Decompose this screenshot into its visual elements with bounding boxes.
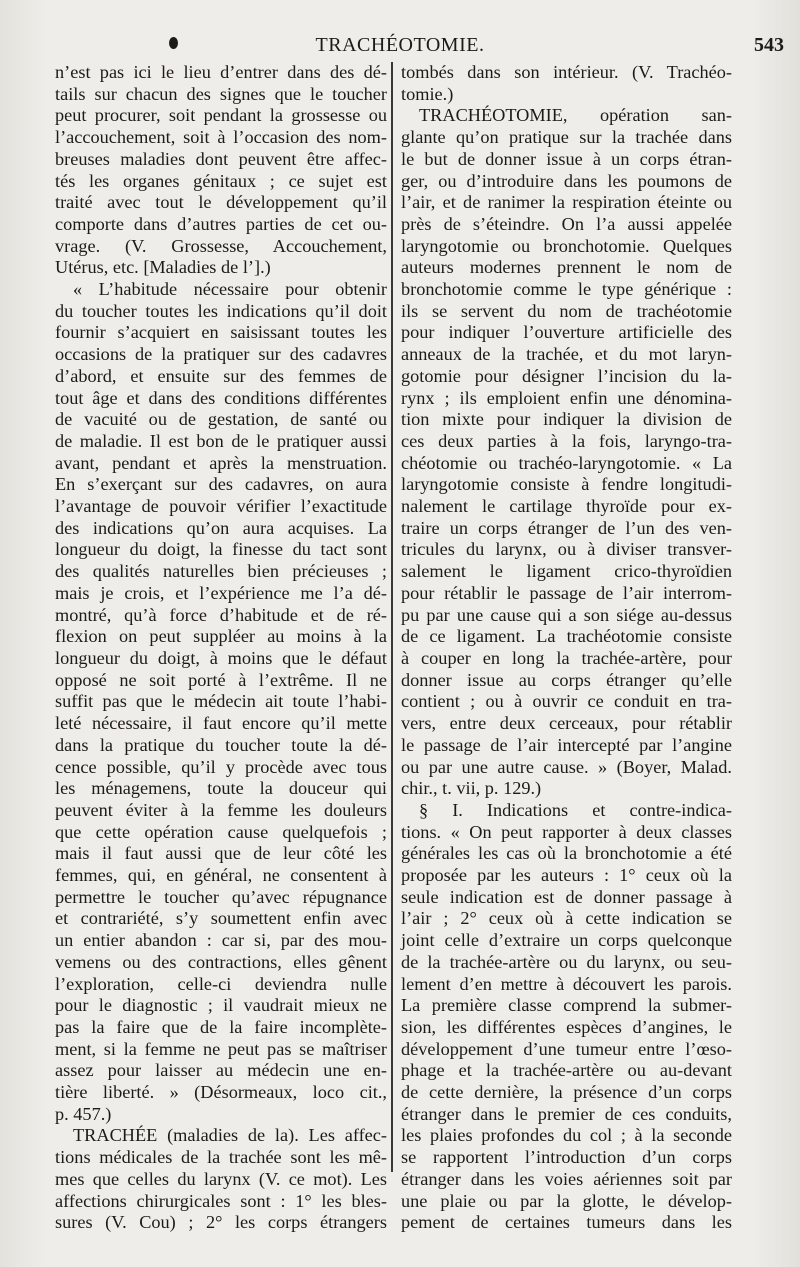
text-line: l’accouchement, soit à l’occasion des nom- (55, 127, 387, 148)
text-line: auteurs modernes prennent le nom de (401, 257, 732, 278)
text-line: gotomie pour désigner l’incision du la- (401, 365, 732, 386)
text-line: Utérus, etc. [Maladies de l’].) (55, 257, 271, 278)
text-line: le passage de l’air intercepté par l’angine (401, 734, 732, 755)
text-line: assez pour laisser au médecin une en- (55, 1060, 387, 1081)
text-line: tés les organes génitaux ; ce sujet est (55, 170, 387, 191)
text-line: n’est pas ici le lieu d’entrer dans des dé- (55, 62, 387, 82)
text-line: étranger dans les voies aériennes soit par (401, 1168, 732, 1189)
text-line: joint celle d’extraire un corps quelconque (401, 930, 732, 951)
text-line: vemens ou des contractions, elles gênent (55, 951, 387, 972)
text-line: des indications qu’on aura acquises. La (55, 517, 387, 538)
text-line: rynx ; ils emploient enfin une dénomina- (401, 387, 732, 408)
text-line: étranger dans le premier de ces conduits, (401, 1103, 732, 1124)
text-line: mais il faut aussi que de leur côté les (55, 843, 387, 864)
text-line: des qualités naturelles bien précieuses ; (55, 561, 387, 582)
text-line: TRACHÉE (maladies de la). Les affec- (73, 1125, 387, 1146)
text-line: glante qu’on pratique sur la trachée dans (401, 127, 732, 148)
text-line: l’exploration, celle-ci deviendra nulle (55, 973, 387, 994)
text-line: permettre le toucher qu’avec répugnance (55, 886, 387, 907)
page-number: 543 (754, 34, 784, 56)
text-line: tion mixte pour indiquer la division de (401, 409, 732, 430)
text-line: du toucher toutes les indications qu’il doit (55, 300, 387, 321)
text-line: chir., t. vii, p. 129.) (401, 778, 542, 799)
text-line: l’air, et de ranimer la respiration éteinte ou (401, 192, 732, 213)
text-line: cence possible, qu’il y procède avec tous (55, 756, 387, 777)
text-line: montré, qu’à force d’habitude et de ré- (55, 604, 387, 625)
text-line: p. 457.) (55, 1103, 112, 1124)
text-line: contient ; ou à ouvrir ce conduit en tra- (401, 691, 732, 712)
text-line: ces deux parties à la fois, laryngo-tra- (401, 430, 732, 451)
text-line: sion, les différentes espèces d’angines, le (401, 1016, 732, 1037)
text-line: nalement le cartilage thyroïde pour ex- (401, 496, 732, 517)
text-line: longueur du doigt, à moins que le défaut (55, 647, 387, 668)
text-line: femmes, qui, en général, ne consentent à (55, 865, 387, 886)
text-line: lement d’en mettre à découvert les parois. (401, 973, 732, 994)
text-line: occasions de la pratiquer sur des cadavres (55, 344, 387, 365)
text-line: tombés dans son intérieur. (V. Trachéo- (401, 62, 732, 82)
text-line: En s’exerçant sur des cadavres, on aura (55, 474, 387, 495)
text-line: tomie.) (401, 83, 454, 104)
text-line: ils se servent du nom de trachéotomie (401, 300, 732, 321)
text-line: de la trachée-artère ou du larynx, ou seu- (401, 951, 732, 972)
column-rule (391, 62, 393, 1172)
text-line: de cette dernière, la présence d’un corps (401, 1082, 732, 1103)
text-line: flexion on peut suppléer au moins à la (55, 626, 387, 647)
text-line: dans la pratique du toucher toute la dé- (55, 734, 387, 755)
text-line: bronchotomie comme le type générique : (401, 279, 732, 300)
text-line: seule indication est de donner passage à (401, 886, 732, 907)
text-line: de ce ligament. La trachéotomie consiste (401, 626, 732, 647)
text-line: traité avec tout le développement qu’il (55, 192, 387, 213)
text-line: proposée par les auteurs : 1° ceux où la (401, 865, 732, 886)
text-line: développement d’une tumeur entre l’œso- (401, 1038, 732, 1059)
text-line: ou par une autre cause. » (Boyer, Malad. (401, 756, 732, 777)
text-line: suffit pas que le médecin ait toute l’habi- (55, 691, 387, 712)
text-line: pu par une cause qui a son siége au-dessus (401, 604, 732, 625)
text-line: mais je crois, et l’expérience me l’a dé- (55, 582, 387, 603)
text-line: comporte dans d’autres parties de cet ou- (55, 213, 387, 234)
text-line: vrage. (V. Grossesse, Accouchement, (55, 235, 387, 256)
text-line: donner issue au corps étranger qu’elle (401, 669, 732, 690)
text-line: l’air ; 2° ceux où à cette indication se (401, 908, 732, 929)
text-line: TRACHÉOTOMIE, opération san- (419, 105, 732, 126)
text-line: affections chirurgicales sont : 1° les bles- (55, 1190, 387, 1211)
text-line: les plaies profondes du col ; à la seconde (401, 1125, 732, 1146)
right-column (401, 62, 732, 1234)
text-line: longueur du doigt, la finesse du tact sont (55, 539, 387, 560)
text-line: breuses maladies dont peuvent être affec- (55, 148, 387, 169)
text-line: ger, ou d’introduire dans les poumons de (401, 170, 732, 191)
text-line: § I. Indications et contre-indica- (419, 799, 732, 820)
text-line: tions médicales de la trachée sont les mê- (55, 1147, 387, 1168)
text-line: ment, si la femme ne peut pas se maîtriser (55, 1038, 387, 1059)
running-head: TRACHÉOTOMIE. (315, 34, 485, 56)
text-line: pour indiquer l’ouverture artificielle des (401, 322, 732, 343)
text-line: près de s’éteindre. On l’a aussi appelée (401, 213, 732, 234)
text-line: pour rétablir le passage de l’air interrom- (401, 582, 732, 603)
text-line: leté nécessaire, il faut encore qu’il mette (55, 713, 387, 734)
text-line: pas la faire que de la faire incomplète- (55, 1016, 387, 1037)
text-line: pour le diagnostic ; il vaudrait mieux ne (55, 995, 387, 1016)
text-line: La première classe comprend la submer- (401, 995, 732, 1016)
text-line: tails sur chacun des signes que le toucher (55, 83, 387, 104)
text-line: une plaie ou par la glotte, le dévelop- (401, 1190, 732, 1211)
text-line: peuvent éviter à la femme les douleurs (55, 799, 387, 820)
text-line: salement le ligament crico-thyroïdien (401, 561, 732, 582)
text-line: générales les cas où la bronchotomie a été (401, 843, 732, 864)
text-line: l’avantage de pouvoir vérifier l’exactitude (55, 496, 387, 517)
text-line: phage et la trachée-artère ou au-devant (401, 1060, 732, 1081)
text-line: de maladie. Il est bon de le pratiquer aussi (55, 430, 387, 451)
text-line: opposé ne soit porté à l’extrême. Il ne (55, 669, 387, 690)
text-line: tricules du larynx, ou à diviser transver- (401, 539, 732, 560)
text-line: fournir s’acquiert en saisissant toutes les (55, 322, 387, 343)
text-line: un entier abandon : car si, par des mou- (55, 930, 387, 951)
text-line: le but de donner issue à un corps étran- (401, 148, 732, 169)
text-line: pement de certaines tumeurs dans les (401, 1212, 732, 1233)
text-line: traire un corps étranger de l’un des ven- (401, 517, 732, 538)
text-line: d’abord, et ensuite sur des femmes de (55, 365, 387, 386)
text-line: peut procurer, soit pendant la grossesse ou (55, 105, 387, 126)
text-line: et contrariété, s’y soumettent enfin avec (55, 908, 387, 929)
text-line: anneaux de la trachée, et du mot laryn- (401, 344, 732, 365)
text-line: « L’habitude nécessaire pour obtenir (73, 279, 387, 300)
text-line: chéotomie ou trachéo-laryngotomie. « La (401, 452, 732, 473)
text-line: laryngotomie consiste à fendre longitudi- (401, 474, 732, 495)
text-line: les ménagemens, toute la douceur qui (55, 778, 387, 799)
text-line: avant, pendant et après la menstruation. (55, 452, 387, 473)
text-line: laryngotomie ou bronchotomie. Quelques (401, 235, 732, 256)
text-line: que cette opération cause quelquefois ; (55, 821, 387, 842)
text-line: se rapportent l’introduction d’un corps (401, 1147, 732, 1168)
text-line: sures (V. Cou) ; 2° les corps étrangers (55, 1212, 387, 1233)
text-line: tions. « On peut rapporter à deux classes (401, 821, 732, 842)
text-line: tout âge et dans des conditions différentes (55, 387, 387, 408)
text-line: de vacuité ou de gestation, de santé ou (55, 409, 387, 430)
left-column (55, 62, 387, 1234)
text-line: tière liberté. » (Désormeaux, loco cit., (55, 1082, 387, 1103)
text-line: à couper en long la trachée-artère, pour (401, 647, 732, 668)
text-line: vers, entre deux cerceaux, pour rétablir (401, 713, 732, 734)
text-line: mes que celles du larynx (V. ce mot). Les (55, 1168, 387, 1189)
